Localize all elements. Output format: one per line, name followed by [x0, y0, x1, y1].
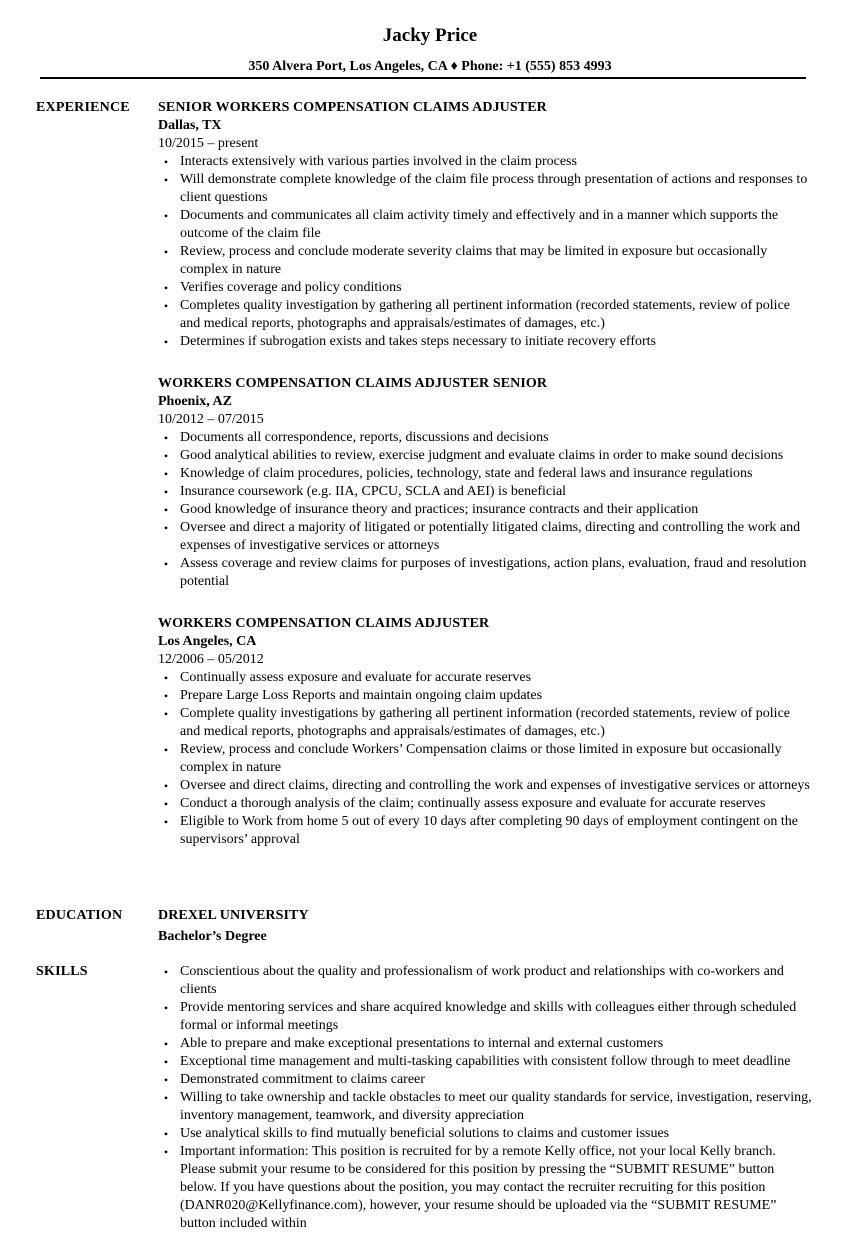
bullet-item: • Review, process and conclude moderate severity claims that may be limited in exposure but occasionally complex in nature — [158, 243, 813, 279]
bullet-icon: • — [163, 689, 169, 703]
education-body — [158, 907, 813, 946]
bullet-icon: • — [163, 521, 169, 535]
contact-line: 350 Alvera Port, Los Angeles, CA ♦ Phone: +1 (555) 853 4993 — [248, 59, 612, 74]
bullet-icon: • — [163, 1127, 169, 1141]
job-title: WORKERS COMPENSATION CLAIMS ADJUSTER — [158, 616, 490, 631]
bullet-item: • Oversee and direct claims, directing and controlling the work and expenses of investigative services or attorneys — [158, 777, 813, 795]
bullet-item: • Prepare Large Loss Reports and maintain ongoing claim updates — [158, 687, 813, 705]
bullet-icon: • — [163, 1091, 169, 1105]
bullet-icon: • — [163, 815, 169, 829]
bullet-icon: • — [163, 173, 169, 187]
bullet-item: • Review, process and conclude Workers’ Compensation claims or those limited in exposure but occasionally complex in nature — [158, 741, 813, 777]
job-bullets — [158, 429, 813, 591]
bullet-icon: • — [163, 245, 169, 259]
bullet-item: • Documents all correspondence, reports, discussions and decisions — [158, 429, 813, 447]
bullet-icon: • — [163, 503, 169, 517]
bullet-icon: • — [163, 779, 169, 793]
bullet-item: • Good knowledge of insurance theory and practices; insurance contracts and their application — [158, 501, 813, 519]
job-location: Los Angeles, CA — [158, 634, 257, 649]
bullet-item: • Exceptional time management and multi-tasking capabilities with consistent follow through to meet deadline — [158, 1053, 813, 1071]
bullet-item: • Conscientious about the quality and professionalism of work product and relationships with co-workers and clients — [158, 963, 813, 999]
job-bullets — [158, 153, 813, 351]
bullet-item: • Interacts extensively with various parties involved in the claim process — [158, 153, 813, 171]
bullet-item: • Eligible to Work from home 5 out of every 10 days after completing 90 days of employment contingent on the supervisors’ approval — [158, 813, 813, 849]
bullet-item: • Conduct a thorough analysis of the claim; continually assess exposure and evaluate for accurate reserves — [158, 795, 813, 813]
header-divider — [40, 77, 806, 79]
job-bullets — [158, 669, 813, 849]
bullet-item: • Insurance coursework (e.g. IIA, CPCU, SCLA and AEI) is beneficial — [158, 483, 813, 501]
bullet-icon: • — [163, 1055, 169, 1069]
bullet-icon: • — [163, 557, 169, 571]
section-label-skills: SKILLS — [36, 964, 88, 979]
bullet-item: • Determines if subrogation exists and takes steps necessary to initiate recovery efforts — [158, 333, 813, 351]
bullet-icon: • — [163, 467, 169, 481]
job-entry — [158, 615, 813, 849]
bullet-item: • Use analytical skills to find mutually beneficial solutions to claims and customer issues — [158, 1125, 813, 1143]
bullet-item: • Continually assess exposure and evaluate for accurate reserves — [158, 669, 813, 687]
job-location: Phoenix, AZ — [158, 394, 232, 409]
bullet-item: • Completes quality investigation by gathering all pertinent information (recorded statements, review of police and medical reports, photographs and appraisals/estimates of damages, etc.) — [158, 297, 813, 333]
job-dates: 10/2012 – 07/2015 — [158, 412, 264, 427]
candidate-name: Jacky Price — [382, 25, 478, 46]
bullet-item: • Demonstrated commitment to claims career — [158, 1071, 813, 1089]
bullet-icon: • — [163, 1145, 169, 1159]
bullet-icon: • — [163, 707, 169, 721]
bullet-icon: • — [163, 281, 169, 295]
bullet-icon: • — [163, 431, 169, 445]
bullet-icon: • — [163, 1001, 169, 1015]
bullet-icon: • — [163, 965, 169, 979]
skills-body — [158, 963, 813, 1233]
bullet-icon: • — [163, 1037, 169, 1051]
bullet-item: • Will demonstrate complete knowledge of the claim file process through presentation of actions and responses to client questions — [158, 171, 813, 207]
bullet-icon: • — [163, 335, 169, 349]
skills-bullets — [158, 963, 813, 1233]
bullet-icon: • — [163, 299, 169, 313]
job-title: WORKERS COMPENSATION CLAIMS ADJUSTER SENIOR — [158, 376, 548, 391]
bullet-item: • Able to prepare and make exceptional presentations to internal and external customers — [158, 1035, 813, 1053]
job-location: Dallas, TX — [158, 118, 222, 133]
bullet-item: • Good analytical abilities to review, exercise judgment and evaluate claims in order to make sound decisions — [158, 447, 813, 465]
bullet-item: • Oversee and direct a majority of litigated or potentially litigated claims, directing and controlling the work and expenses of investigative services or attorneys — [158, 519, 813, 555]
bullet-item: • Verifies coverage and policy conditions — [158, 279, 813, 297]
bullet-icon: • — [163, 449, 169, 463]
bullet-icon: • — [163, 155, 169, 169]
bullet-item: • Assess coverage and review claims for purposes of investigations, action plans, evaluation, fraud and resolution potential — [158, 555, 813, 591]
bullet-item: • Documents and communicates all claim activity timely and effectively and in a manner which supports the outcome of the claim file — [158, 207, 813, 243]
bullet-item: • Provide mentoring services and share acquired knowledge and skills with colleagues either through scheduled formal or informal meetings — [158, 999, 813, 1035]
job-dates: 12/2006 – 05/2012 — [158, 652, 264, 667]
bullet-icon: • — [163, 485, 169, 499]
bullet-icon: • — [163, 1073, 169, 1087]
job-title: SENIOR WORKERS COMPENSATION CLAIMS ADJUSTER — [158, 100, 547, 115]
bullet-item: • Important information: This position is recruited for by a remote Kelly office, not your local Kelly branch. Please submit your resume to be considered for this position by pressing the “SUBMIT RESUME” button below. If you have questions about the position, you may contact the recruiter recruiting for this position (DANR020@Kellyfinance.com), however, your resume should be uploaded via the “SUBMIT RESUME” button included within — [158, 1143, 813, 1233]
section-label-education: EDUCATION — [36, 908, 123, 923]
job-dates: 10/2015 – present — [158, 136, 259, 151]
experience-body — [158, 99, 813, 873]
bullet-icon: • — [163, 209, 169, 223]
bullet-item: • Knowledge of claim procedures, policies, technology, state and federal laws and insurance regulations — [158, 465, 813, 483]
bullet-icon: • — [163, 743, 169, 757]
degree: Bachelor’s Degree — [158, 929, 267, 944]
school-name: DREXEL UNIVERSITY — [158, 908, 309, 923]
bullet-icon: • — [163, 797, 169, 811]
bullet-item: • Willing to take ownership and tackle obstacles to meet our quality standards for service, investigation, reserving, inventory management, teamwork, and diversity appreciation — [158, 1089, 813, 1125]
bullet-icon: • — [163, 671, 169, 685]
bullet-item: • Complete quality investigations by gathering all pertinent information (recorded statements, review of police and medical reports, photographs and appraisals/estimates of damages, etc.) — [158, 705, 813, 741]
job-entry — [158, 99, 813, 351]
job-entry — [158, 375, 813, 591]
section-label-experience: EXPERIENCE — [36, 100, 130, 115]
